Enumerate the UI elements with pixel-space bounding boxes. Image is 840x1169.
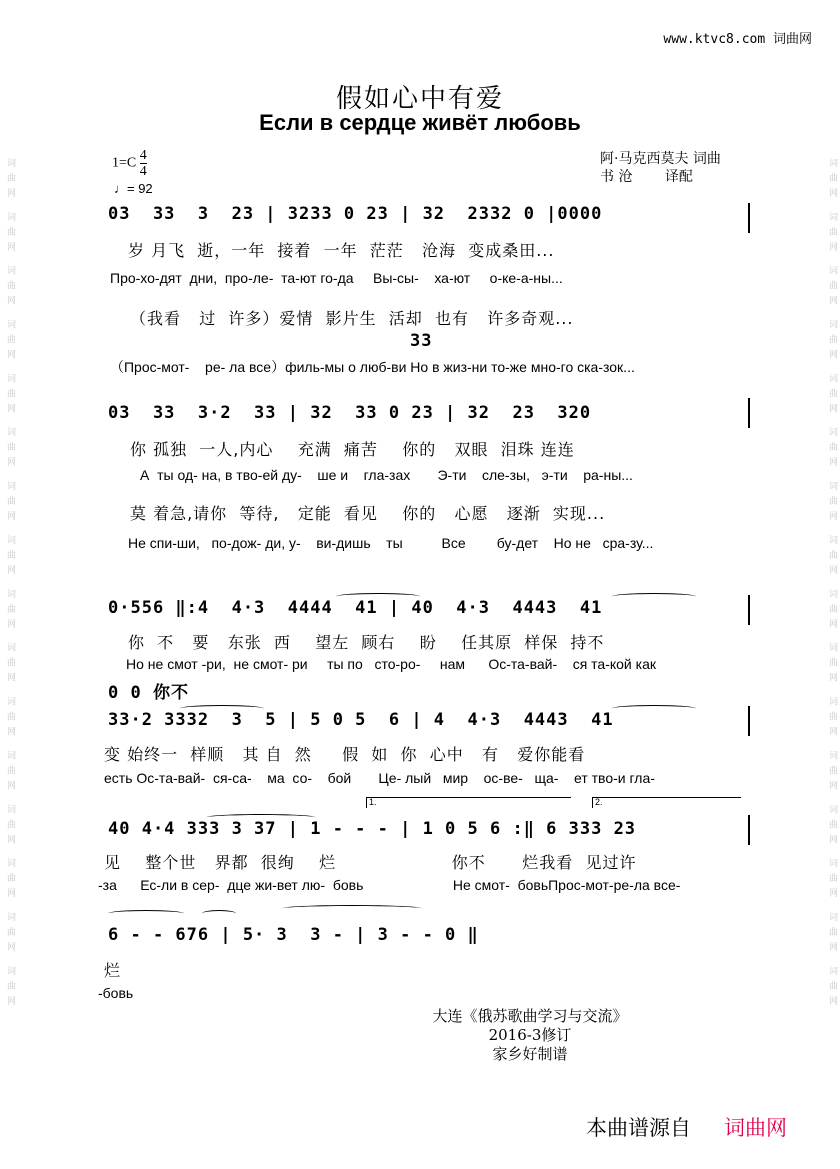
title-russian: Если в сердце живёт любовь xyxy=(259,110,581,135)
lyrics-ru-row-5: -за Ес-ли в сер- дце жи-вет лю- бовь Не смот- бовьПрос-мот-ре-ла все- xyxy=(98,877,681,893)
notation-variant: 33 xyxy=(410,331,433,351)
lyrics-ru-row-6: -бовь xyxy=(98,985,134,1001)
title-chinese: 假如心中有爱 xyxy=(335,84,504,114)
lyrics-cn-row-1: 岁 月飞 逝，一年 接着 一年 茫茫 沧海 变成桑田... xyxy=(128,241,555,260)
lyrics-cn-row-2: 你 孤独 一人,内心 充满 痛苦 你的 双眼 泪珠 连连 xyxy=(130,440,575,459)
volta-bracket-1 xyxy=(366,797,571,808)
meter-bottom: 4 xyxy=(139,164,147,179)
source-prefix: 本曲谱源自 xyxy=(586,1116,691,1140)
lyrics-cn-row-1b: （我看 过 许多）爱情 影片生 活却 也有 许多奇观... xyxy=(130,309,574,328)
notation-row-3: 0·556 ‖:4 4·3 4444 41 | 40 4·3 4443 41 xyxy=(108,598,603,618)
footer-line-3: 家乡好制谱 xyxy=(492,1045,568,1063)
barline xyxy=(748,595,750,625)
lyrics-ru-row-4: есть Ос-та-вай- ся-са- ма со- бой Це- лый мир ос-ве- ща- ет тво-и гла- xyxy=(104,770,655,786)
lyrics-ru-row-1: Про-хо-дят дни, про-ле- та-ют го-да Вы-сы- ха-ют о-ке-а-ны... xyxy=(110,270,563,286)
barline xyxy=(748,706,750,736)
left-watermark: 词曲网 词曲网 词曲网 词曲网 词曲网 词曲网 词曲网 词曲网 词曲网 词曲网 词曲网 词曲网 词曲网 词曲网 词曲网 词曲网 xyxy=(5,158,15,1011)
lyrics-ru-row-3: Но не смот -ри, не смот- ри ты по сто-ро- нам Ос-та-вай- ся та-кой как xyxy=(126,656,656,672)
notation-row-5: 40 4·4 333 3 37 | 1 - - - | 1 0 5 6 :‖ 6 333 23 xyxy=(108,819,637,839)
notation-row-1: 03 33 3 23 | 3233 0 23 | 32 2332 0 |0000 xyxy=(108,204,603,224)
lyrics-ru-row-2: А ты од- на, в тво-ей ду- ше и гла-зах Э-ти сле-зы, э-ти ра-ны... xyxy=(140,467,633,483)
volta-2-label: 2. xyxy=(595,797,603,807)
tie-slur xyxy=(108,910,184,917)
footer-line-1: 大连《俄苏歌曲学习与交流》 xyxy=(432,1007,628,1025)
lyrics-ru-row-2b: Не спи-ши, по-дож- ди, у- ви-дишь ты Все бу-дет Но не сра-зу... xyxy=(128,535,654,551)
credit-translator xyxy=(600,166,693,186)
barline xyxy=(748,398,750,428)
tie-slur xyxy=(282,905,422,912)
volta-1-label: 1. xyxy=(369,797,377,807)
lyrics-cn-row-5: 见 整个世 界都 很绚 烂 你不 烂我看 见过许 xyxy=(104,853,637,872)
credit-composer-name: 阿·马克西莫夫 xyxy=(600,151,689,167)
volta-bracket-2 xyxy=(592,797,741,808)
site-link[interactable]: www.ktvc8.com 词曲网 xyxy=(663,32,812,47)
credit-translator-name: 书 沧 xyxy=(600,169,633,185)
tie-slur xyxy=(202,910,236,917)
credit-composer xyxy=(600,148,721,168)
lyrics-cn-row-6: 烂 xyxy=(104,961,122,980)
tempo-marking: ♩= 92 xyxy=(114,181,153,196)
barline xyxy=(748,815,750,845)
key-signature xyxy=(112,148,147,179)
lyrics-cn-row-2b: 莫 着急,请你 等待, 定能 看见 你的 心愿 逐渐 实现... xyxy=(130,504,606,523)
lyrics-ru-row-1b: （Прос-мот- ре- ла все）филь-мы о люб-ви Но в жиз-ни то-же мно-го ска-зок... xyxy=(110,359,635,375)
barline xyxy=(748,203,750,233)
credit-translator-role: 译配 xyxy=(664,169,693,185)
time-signature xyxy=(140,148,147,179)
right-watermark: 词曲网 词曲网 词曲网 词曲网 词曲网 词曲网 词曲网 词曲网 词曲网 词曲网 词曲网 词曲网 词曲网 词曲网 词曲网 词曲网 xyxy=(827,158,837,1011)
notation-extra: 0 0 你不 xyxy=(108,683,189,703)
lyrics-cn-row-4: 变 始终一 样顺 其 自 然 假 如 你 心中 有 爱你能看 xyxy=(104,745,586,764)
tie-slur xyxy=(612,705,696,712)
tie-slur xyxy=(612,593,696,600)
notation-row-4: 33·2 3332 3 5 | 5 0 5 6 | 4 4·3 4443 41 xyxy=(108,710,614,730)
lyrics-cn-row-3: 你 不 要 东张 西 望左 顾右 盼 任其原 样保 持不 xyxy=(128,633,605,652)
credit-composer-role: 词曲 xyxy=(692,151,721,167)
key-label: 1=C xyxy=(112,155,137,171)
source-site-link[interactable]: 词曲网 xyxy=(724,1116,787,1140)
notation-row-2: 03 33 3·2 33 | 32 33 0 23 | 32 23 320 xyxy=(108,403,592,423)
footer-line-2: 2016-3修订 xyxy=(488,1026,572,1044)
meter-top: 4 xyxy=(139,148,147,163)
notation-row-6: 6 - - 676 | 5· 3 3 - | 3 - - 0 ‖ xyxy=(108,925,479,945)
